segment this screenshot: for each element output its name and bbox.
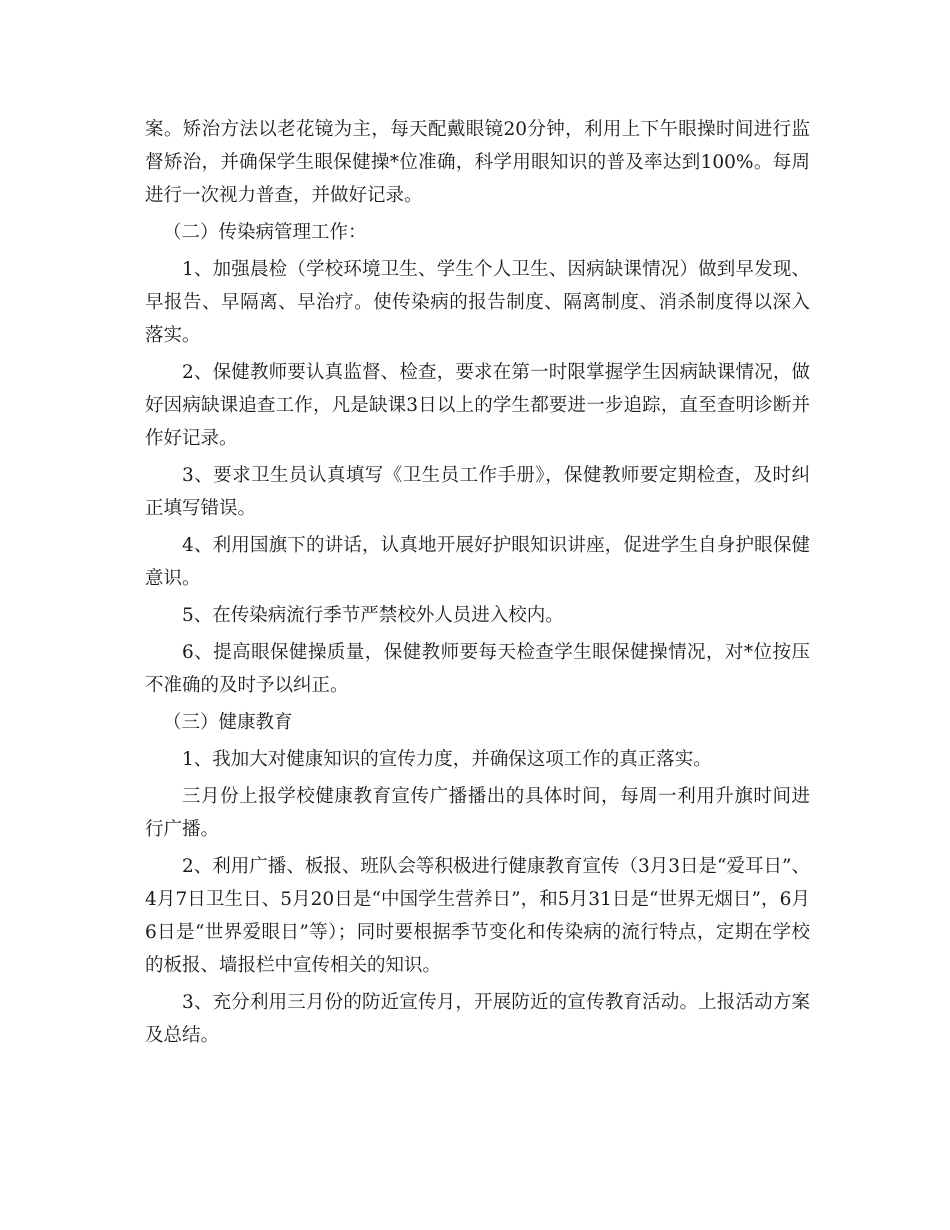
paragraph-item: 6、提高眼保健操质量，保健教师要每天检查学生眼保健操情况，对*位按压不准确的及时予以纠正。: [145, 642, 810, 696]
paragraph-item: 三月份上报学校健康教育宣传广播播出的具体时间，每周一利用升旗时间进行广播。: [145, 786, 810, 840]
paragraph-item: 1、加强晨检（学校环境卫生、学生个人卫生、因病缺课情况）做到早发现、早报告、早隔离、早治疗。使传染病的报告制度、隔离制度、消杀制度得以深入落实。: [145, 259, 810, 346]
paragraph-item: 3、要求卫生员认真填写《卫生员工作手册》，保健教师要定期检查，及时纠正填写错误。: [145, 465, 810, 519]
paragraph-item: 1、我加大对健康知识的宣传力度，并确保这项工作的真正落实。: [182, 749, 712, 770]
section-heading-health-education: （三）健康教育: [163, 712, 293, 733]
document-body: [145, 113, 810, 1056]
paragraph-item: 5、在传染病流行季节严禁校外人员进入校内。: [182, 605, 564, 626]
paragraph-item: 2、保健教师要认真监督、检查，要求在第一时限掌握学生因病缺课情况，做好因病缺课追查工作，凡是缺课3日以上的学生都要进一步追踪，直至查明诊断并作好记录。: [145, 362, 810, 449]
paragraph-item: 2、利用广播、板报、班队会等积极进行健康教育宣传（3月3日是“爱耳日”、4月7日卫生日、5月20日是“中国学生营养日”，和5月31日是“世界无烟日”，6月6日是“世界爱眼日”等）；同时要根据季节变化和传染病的流行特点，定期在学校的板报、墙报栏中宣传相关的知识。: [145, 856, 810, 976]
paragraph-item: 4、利用国旗下的讲话，认真地开展好护眼知识讲座，促进学生自身护眼保健意识。: [145, 535, 810, 589]
paragraph-item: 3、充分利用三月份的防近宣传月，开展防近的宣传教育活动。上报活动方案及总结。: [145, 992, 810, 1046]
section-heading-infectious-disease: （二）传染病管理工作：: [163, 222, 367, 243]
paragraph-continuation: 案。矫治方法以老花镜为主，每天配戴眼镜20分钟，利用上下午眼操时间进行监督矫治，并确保学生眼保健操*位准确，科学用眼知识的普及率达到100%。每周进行一次视力普查，并做好记录。: [145, 119, 810, 206]
